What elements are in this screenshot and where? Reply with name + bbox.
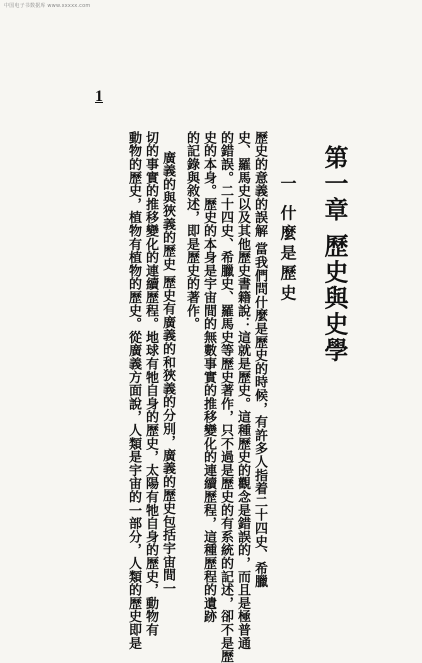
- body-line: 歷史的意義的誤解 當我們問什麼是歷史的時候，有許多人指着二十四史、希臘: [252, 131, 267, 589]
- body-line: 動物的歷史，植物有植物的歷史。從廣義方面說，人類是宇宙的一部分，人類的歷史即是: [126, 131, 141, 650]
- body-line: 廣義的與狹義的歷史 歷史有廣義的和狹義的分別，廣義的歷史包括宇宙間一: [160, 151, 175, 595]
- chapter-title: 第一章 歷史與史學: [320, 145, 349, 364]
- body-line: 史的本身。歷史的本身是宇宙間的無數事實的推移變化的連續歷程，這種歷程的遺跡: [201, 131, 216, 624]
- body-line: 切的事實的推移變化的連續歷程。地球有牠自身的歷史，太陽有牠自身的歷史，動物有: [143, 131, 158, 637]
- watermark-text: 中国电子书数据库 www.xxxxx.com: [4, 3, 91, 9]
- section-title: 一 什麼是歷史: [278, 175, 297, 305]
- body-line: 的錯誤。二十四史、希臘史、羅馬史等歷史著作，只不過是歷史的有系統的記述，卻不是歷: [218, 131, 233, 663]
- page-number: 1: [95, 88, 103, 105]
- body-line: 史、羅馬史以及其他歷史書籍說：這就是歷史。這種歷史的觀念是錯誤的，而且是極普通: [235, 131, 250, 650]
- body-line: 的記錄與敘述，即是歷史的著作。: [184, 131, 199, 331]
